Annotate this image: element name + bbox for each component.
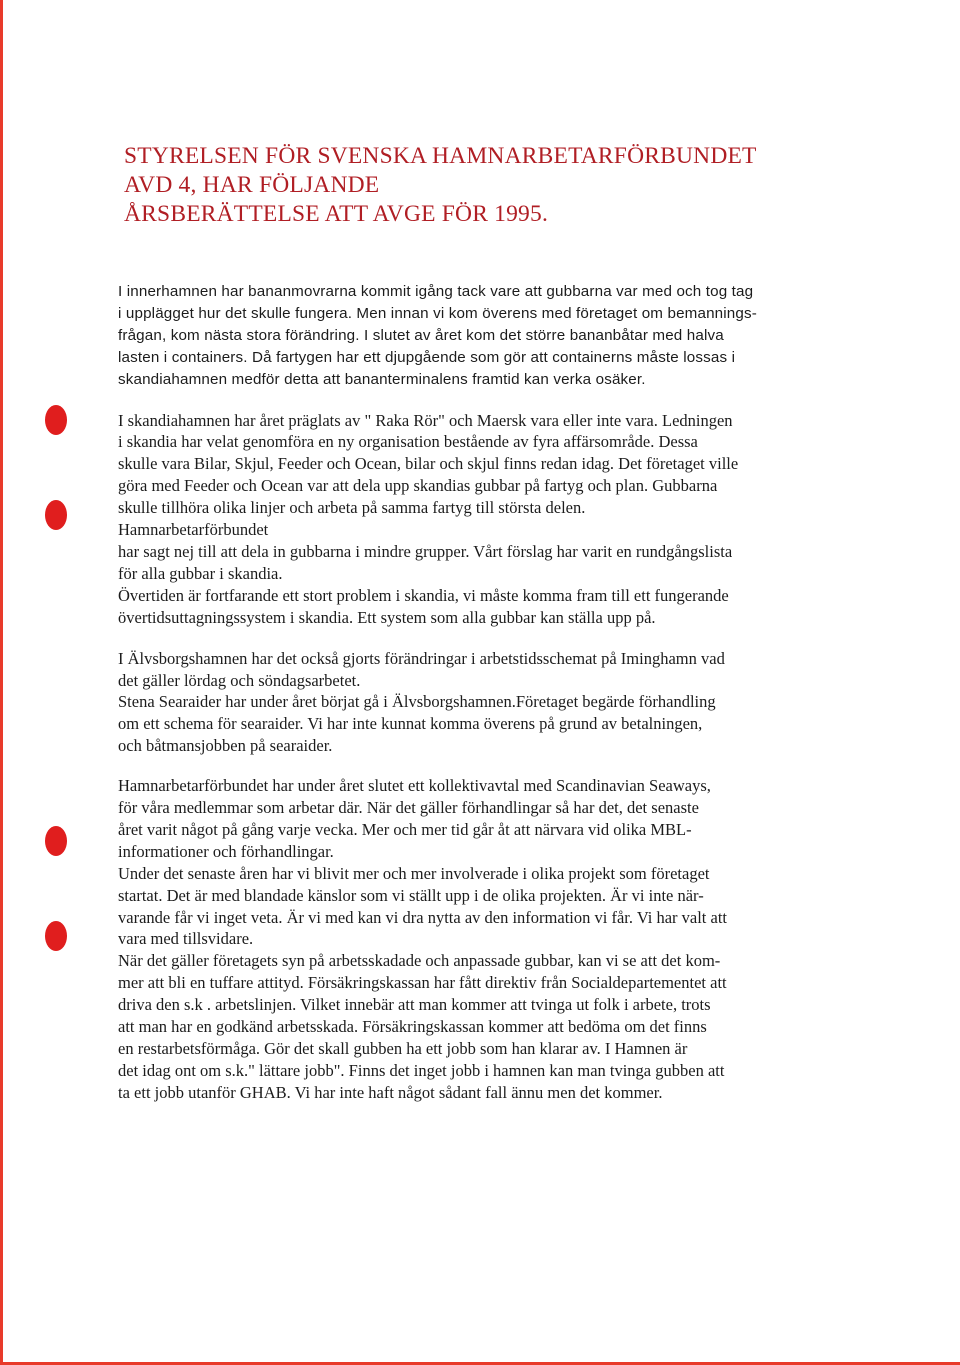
text-line: skulle vara Bilar, Skjul, Feeder och Ocean, bilar och skjul finns redan idag. Det företaget ville xyxy=(118,454,739,474)
heading-line: ÅRSBERÄTTELSE ATT AVGE FÖR 1995. xyxy=(124,201,549,227)
text-line: driva den s.k . arbetslinjen. Vilket innebär att man kommer att tvinga ut folk i arbete, trots xyxy=(118,995,711,1015)
punch-hole xyxy=(45,826,67,856)
text-line: mer att bli en tuffare attityd. Försäkringskassan har fått direktiv från Socialdepartementet att xyxy=(118,973,727,993)
text-line: i skandia har velat genomföra en ny organisation bestående av fyra affärsområde. Dessa xyxy=(118,432,698,452)
paragraph-alvsborgshamnen xyxy=(118,648,858,758)
text-line: har sagt nej till att dela in gubbarna i mindre grupper. Vårt förslag har varit en rundgångslista xyxy=(118,541,733,561)
heading-line: AVD 4, HAR FÖLJANDE xyxy=(124,172,380,198)
text-line: göra med Feeder och Ocean var att dela upp skandias gubbar på fartyg och plan. Gubbarna xyxy=(118,476,718,496)
text-line: det gäller lördag och söndagsarbetet. xyxy=(118,670,361,690)
paragraph-hamnarbetarforbundet xyxy=(118,775,858,1104)
paragraph-innerhamnen xyxy=(118,281,858,391)
text-line: att man har en godkänd arbetsskada. Försäkringskassan kommer att bedöma om det finns xyxy=(118,1017,707,1037)
punch-hole xyxy=(45,405,67,435)
heading-line: STYRELSEN FÖR SVENSKA HAMNARBETARFÖRBUNDET xyxy=(124,143,757,169)
text-line: I Älvsborgshamnen har det också gjorts förändringar i arbetstidsschemat på Iminghamn vad xyxy=(118,648,725,668)
text-line: vara med tillsvidare. xyxy=(118,929,254,949)
page-edge-left xyxy=(0,0,3,1365)
text-line: övertidsuttagningssystem i skandia. Ett system som alla gubbar kan ställa upp på. xyxy=(118,607,656,627)
text-line: varande får vi inget veta. Är vi med kan vi dra nytta av den information vi får. Vi har valt att xyxy=(118,907,728,927)
text-line: i upplägget hur det skulle fungera. Men innan vi kom överens med företaget om bemannings- xyxy=(118,304,757,322)
text-line: Hamnarbetarförbundet har under året slutet ett kollektivavtal med Scandinavian Seaways, xyxy=(118,776,711,796)
text-line: frågan, kom nästa stora förändring. I slutet av året kom det större bananbåtar med halva xyxy=(118,326,724,344)
text-line: I innerhamnen har bananmovrarna kommit igång tack vare att gubbarna var med och tog tag xyxy=(118,283,754,300)
text-line: en restarbetsförmåga. Gör det skall gubben ha ett jobb som han klarar av. I Hamnen är xyxy=(118,1039,688,1058)
text-line: Övertiden är fortfarande ett stort problem i skandia, vi måste komma fram till ett fungerande xyxy=(118,585,729,605)
text-line: ta ett jobb utanför GHAB. Vi har inte haft något sådant fall ännu men det kommer. xyxy=(118,1082,663,1102)
text-line: Hamnarbetarförbundet xyxy=(118,520,269,540)
text-line: skulle tillhöra olika linjer och arbeta på samma fartyg till största delen. xyxy=(118,498,586,518)
text-line: startat. Det är med blandade känslor som vi ställt upp i de olika projekten. Är vi inte när- xyxy=(118,885,704,905)
document-page xyxy=(118,142,858,1104)
document-heading xyxy=(124,142,858,229)
text-line: Stena Searaider har under året börjat gå i Älvsborgshamnen.Företaget begärde förhandling xyxy=(118,692,716,712)
text-line: När det gäller företagets syn på arbetsskadade och anpassade gubbar, kan vi se att det kom- xyxy=(118,951,721,971)
text-line: året varit något på gång varje vecka. Mer och mer tid går åt att närvara vid olika MBL- xyxy=(118,819,692,839)
text-line: informationer och förhandlingar. xyxy=(118,841,334,861)
text-line: och båtmansjobben på searaider. xyxy=(118,736,333,756)
text-line: lasten i containers. Då fartygen har ett djupgående som gör att containerns måste lossas i xyxy=(118,348,736,366)
text-line: för våra medlemmar som arbetar där. När det gäller förhandlingar så har det, det senaste xyxy=(118,798,699,818)
text-line: om ett schema för searaider. Vi har inte kunnat komma överens på grund av betalningen, xyxy=(118,714,703,734)
text-line: Under det senaste åren har vi blivit mer och mer involverade i olika projekt som företaget xyxy=(118,863,710,883)
text-line: I skandiahamnen har året präglats av " Raka Rör" och Maersk vara eller inte vara. Ledningen xyxy=(118,410,733,430)
punch-hole xyxy=(45,921,67,951)
text-line: det idag ont om s.k." lättare jobb". Finns det inget jobb i hamnen kan man tvinga gubben att xyxy=(118,1060,725,1080)
text-line: skandiahamnen medför detta att bananterminalens framtid kan verka osäker. xyxy=(118,370,646,388)
punch-hole xyxy=(45,500,67,530)
text-line: för alla gubbar i skandia. xyxy=(118,563,283,583)
paragraph-skandiahamnen xyxy=(118,410,858,629)
